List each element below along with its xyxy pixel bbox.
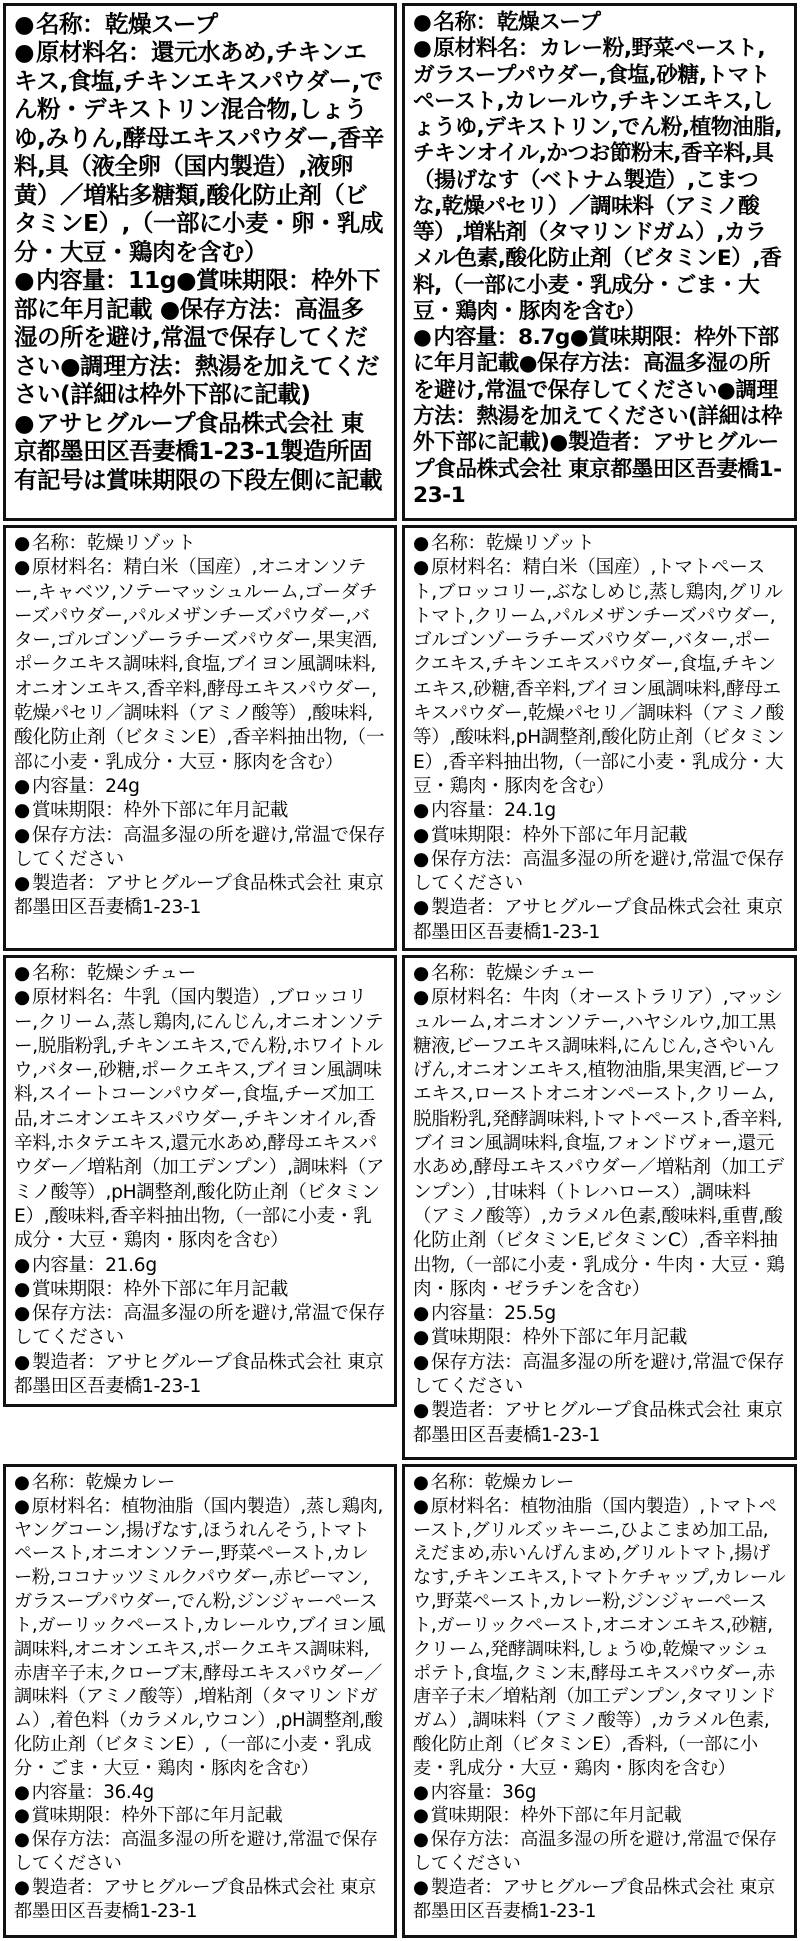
- label-line: [413, 1804, 786, 1828]
- bullet-icon: ●: [413, 1400, 429, 1422]
- label-line: [413, 1399, 786, 1448]
- label-text: 製造者：アサヒグループ食品株式会社 東京都墨田区吾妻橋1-23-1: [14, 1351, 384, 1398]
- bullet-icon: ●: [413, 10, 432, 35]
- label-text: 製造者：アサヒグループ食品株式会社 東京都墨田区吾妻橋1-23-1: [413, 897, 783, 943]
- label-text: 原材料名：植物油脂（国内製造）,蒸し鶏肉,ヤングコーン,揚げなす,ほうれんそう,トマトペースト,オニオンソテー,野菜ペースト,カレー粉,ココナッツミルクパウダー,赤ピーマン,ガラスープパウダー,でん粉,ジンジャーペースト,ガーリックペースト,カレールウ,ブイヨン風調味料,オニオンエキス,ポークエキス調味料,赤唐辛子末,クローブ末,酵母エキスパウダー／調味料（アミノ酸等）,増粘剤（タマリンドガム）,着色料（カラメル,ウコン）,pH調整剤,酸化防止剤（ビタミンE）,（一部に小麦・乳成分・ごま・大豆・鶏肉・豚肉を含む）: [14, 1495, 386, 1779]
- label-text: 賞味期限：枠外下部に年月記載: [31, 1278, 289, 1300]
- bullet-icon: ●: [413, 1472, 429, 1493]
- label-line: [413, 556, 786, 799]
- label-text: 原材料名：牛乳（国内製造）,ブロッコリー,クリーム,蒸し鶏肉,にんじん,オニオンソテー,脱脂粉乳,チキンエキス,でん粉,ホワイトルウ,バター,砂糖,ポークエキス,ブイヨン風調味料,スイートコーンパウダー,食塩,チーズ加工品,オニオンエキスパウダー,チキンオイル,香辛料,ホタテエキス,還元水あめ,酵母エキスパウダー／増粘剤（加工デンプン）,調味料（アミノ酸等）,pH調整剤,酸化防止剤（ビタミンE）,酸味料,香辛料抽出物,（一部に小麦・乳成分・大豆・鶏肉・豚肉を含む）: [14, 987, 385, 1252]
- label-box-risotto-1: [3, 525, 397, 951]
- label-text: 保存方法：高温多湿の所を避け,常温で保存してください: [14, 1829, 378, 1874]
- label-line: [413, 36, 786, 325]
- bullet-icon: ●: [413, 1327, 429, 1349]
- label-text: 原材料名：植物油脂（国内製造）,トマトペースト,グリルズッキーニ,ひよこまめ加工品,えだまめ,赤いんげんまめ,グリルトマト,揚げなす,チキンエキス,トマトケチャップ,カレールウ,野菜ペースト,カレー粉,ジンジャーペースト,ガーリックペースト,オニオンエキス,砂糖,クリーム,発酵調味料,しょうゆ,乾燥マッシュポテト,食塩,クミン末,酵母エキスパウダー,赤唐辛子末／増粘剤（加工デンプン,タマリンドガム）,調味料（アミノ酸等）,カラメル色素,酸化防止剤（ビタミンE）,香料,（一部に小麦・乳成分・大豆・鶏肉・豚肉を含む）: [413, 1495, 786, 1779]
- bullet-icon: ●: [14, 987, 30, 1009]
- label-line: [413, 10, 786, 36]
- bullet-icon: ●: [14, 1472, 30, 1493]
- label-text: 製造者：アサヒグループ食品株式会社 東京都墨田区吾妻橋1-23-1: [14, 873, 384, 919]
- bullet-icon: ●: [413, 897, 429, 919]
- label-text: 賞味期限：枠外下部に年月記載: [430, 1805, 682, 1827]
- label-text: 名称：乾燥カレー: [31, 1472, 175, 1493]
- label-line: [14, 775, 386, 799]
- label-line: [14, 532, 386, 556]
- bullet-icon: ●: [14, 533, 30, 554]
- label-line: [14, 1804, 386, 1828]
- bullet-icon: ●: [413, 824, 429, 846]
- bullet-icon: ●: [14, 1781, 30, 1803]
- bullet-icon: ●: [14, 557, 30, 579]
- label-text: 保存方法：高温多湿の所を避け,常温で保存してください: [14, 1303, 386, 1349]
- bullet-icon: ●: [14, 775, 30, 797]
- label-text: 名称：乾燥リゾット: [31, 533, 196, 554]
- label-line: [413, 1781, 786, 1805]
- label-box-stew-2: [402, 955, 797, 1460]
- bullet-icon: ●: [413, 848, 429, 870]
- label-text: 原材料名：牛肉（オーストラリア）,マッシュルーム,オニオンソテー,ハヤシルウ,加工黒糖液,ビーフエキス調味料,にんじん,さやいんげん,オニオンエキス,植物油脂,果実酒,ビーフエキス,ローストオニオンペースト,クリーム,脱脂粉乳,発酵調味料,トマトペースト,香辛料,ブイヨン風調味料,食塩,フォンドヴォー,還元水あめ,酵母エキスパウダー／増粘剤（加工デンプン）,甘味料（トレハロース）,調味料（アミノ酸等）,カラメル色素,酸味料,重曹,酸化防止剤（ビタミンE,ビタミンC）,香辛料抽出物,（一部に小麦・乳成分・牛肉・大豆・鶏肉・豚肉・ゼラチンを含む）: [413, 987, 785, 1300]
- label-text: 内容量：36.4g: [31, 1781, 154, 1803]
- label-text: 賞味期限：枠外下部に年月記載: [430, 824, 688, 846]
- label-text: 原材料名：精白米（国産）,オニオンソテー,キャベツ,ソテーマッシュルーム,ゴーダチーズパウダー,パルメザンチーズパウダー,バター,ゴルゴンゾーラチーズパウダー,果実酒,ポークエキス調味料,食塩,ブイヨン風調味料,オニオンエキス,香辛料,酵母エキスパウダー,乾燥パセリ／調味料（アミノ酸等）,酸味料,酸化防止剤（ビタミンE）,香辛料抽出物,（一部に小麦・乳成分・大豆・豚肉を含む）: [14, 557, 385, 773]
- label-text: 保存方法：高温多湿の所を避け,常温で保存してください: [14, 824, 386, 870]
- bullet-icon: ●: [413, 1303, 429, 1325]
- label-text: 名称：乾燥スープ: [36, 10, 218, 38]
- label-line: [413, 1351, 786, 1400]
- bullet-icon: ●: [14, 1829, 30, 1851]
- label-line: [413, 325, 786, 509]
- label-text: 原材料名：精白米（国産）,トマトペースト,ブロッコリー,ぶなしめじ,蒸し鶏肉,グリルトマト,クリーム,パルメザンチーズパウダー,ゴルゴンゾーラチーズパウダー,バター,ポークエキス,チキンエキスパウダー,食塩,チキンエキス,砂糖,香辛料,ブイヨン風調味料,酵母エキスパウダー,乾燥パセリ／調味料（アミノ酸等）,酸味料,pH調整剤,酸化防止剤（ビタミンE）,香辛料抽出物,（一部に小麦・乳成分・大豆・鶏肉・豚肉を含む）: [413, 557, 785, 797]
- label-line: [413, 1495, 786, 1781]
- label-line: [14, 1351, 386, 1400]
- label-line: [14, 1471, 386, 1495]
- bullet-icon: ●: [14, 1351, 30, 1373]
- label-line: [14, 1828, 386, 1876]
- label-box-curry-1: [3, 1464, 397, 1938]
- label-text: 内容量：21.6g: [31, 1254, 157, 1276]
- label-line: [413, 1876, 786, 1924]
- label-line: [413, 848, 786, 897]
- bullet-icon: ●: [413, 800, 429, 822]
- bullet-icon: ●: [14, 1303, 30, 1325]
- label-line: [14, 409, 386, 494]
- label-text: 保存方法：高温多湿の所を避け,常温で保存してください: [413, 1351, 785, 1398]
- bullet-icon: ●: [14, 1254, 30, 1276]
- label-line: [413, 824, 786, 848]
- label-line: [14, 38, 386, 266]
- label-text: 製造者：アサヒグループ食品株式会社 東京都墨田区吾妻橋1-23-1: [413, 1400, 783, 1446]
- bullet-icon: ●: [413, 1805, 429, 1827]
- bullet-icon: ●: [14, 873, 30, 895]
- label-line: [14, 1278, 386, 1302]
- label-box-soup-1: [3, 3, 397, 521]
- label-text: 内容量：24.1g: [430, 800, 556, 822]
- label-text: 内容量：8.7g●賞味期限：枠外下部に年月記載●保存方法：高温多湿の所を避け,常温で保存してください●調理方法：熱湯を加えてください(詳細は枠外下部に記載)●製造者：アサヒグループ食品株式会社 東京都墨田区吾妻橋1-23-1: [413, 325, 783, 508]
- bullet-icon: ●: [14, 1876, 30, 1898]
- label-text: 賞味期限：枠外下部に年月記載: [430, 1327, 688, 1349]
- label-box-stew-1: [3, 955, 397, 1407]
- label-line: [413, 962, 786, 986]
- label-line: [14, 962, 386, 986]
- label-box-soup-2: [402, 3, 797, 521]
- label-text: 内容量：25.5g: [430, 1303, 556, 1325]
- label-line: [14, 986, 386, 1253]
- label-text: 原材料名：カレー粉,野菜ペースト,ガラスープパウダー,食塩,砂糖,トマトペースト,カレールウ,チキンエキス,しょうゆ,デキストリン,でん粉,植物油脂,チキンオイル,かつお節粉末,香辛料,具（揚げなす（ベトナム製造）,こまつな,乾燥パセリ）／調味料（アミノ酸等）,増粘剤（タマリンドガム）,カラメル色素,酸化防止剤（ビタミンE）,香料,（一部に小麦・乳成分・ごま・大豆・鶏肉・豚肉を含む）: [413, 36, 782, 324]
- bullet-icon: ●: [14, 38, 35, 67]
- label-line: [14, 266, 386, 408]
- label-text: 賞味期限：枠外下部に年月記載: [31, 800, 289, 822]
- label-text: 内容量：24g: [31, 775, 140, 797]
- bullet-icon: ●: [413, 533, 429, 554]
- bullet-icon: ●: [14, 824, 30, 846]
- label-line: [413, 1471, 786, 1495]
- label-line: [14, 1495, 386, 1781]
- bullet-icon: ●: [413, 36, 432, 62]
- label-line: [413, 986, 786, 1302]
- label-line: [413, 896, 786, 945]
- bullet-icon: ●: [413, 325, 432, 351]
- bullet-icon: ●: [413, 1495, 429, 1517]
- bullet-icon: ●: [14, 1495, 30, 1517]
- label-text: 保存方法：高温多湿の所を避け,常温で保存してください: [413, 848, 785, 895]
- label-line: [14, 1876, 386, 1924]
- bullet-icon: ●: [14, 1278, 30, 1300]
- label-text: 名称：乾燥リゾット: [430, 533, 595, 554]
- bullet-icon: ●: [14, 800, 30, 822]
- label-text: 保存方法：高温多湿の所を避け,常温で保存してください: [413, 1829, 777, 1874]
- label-text: 賞味期限：枠外下部に年月記載: [31, 1805, 283, 1827]
- label-text: 名称：乾燥シチュー: [430, 963, 596, 984]
- label-text: 製造者：アサヒグループ食品株式会社 東京都墨田区吾妻橋1-23-1: [413, 1876, 776, 1922]
- label-line: [413, 1828, 786, 1876]
- label-line: [14, 10, 386, 38]
- label-line: [14, 872, 386, 921]
- bullet-icon: ●: [413, 987, 429, 1009]
- label-line: [14, 556, 386, 775]
- label-line: [413, 532, 786, 556]
- bullet-icon: ●: [413, 557, 429, 579]
- label-text: アサヒグループ食品株式会社 東京都墨田区吾妻橋1-23-1製造所固有記号は賞味期限の下段左側に記載: [14, 408, 382, 494]
- label-line: [413, 1302, 786, 1326]
- bullet-icon: ●: [14, 1805, 30, 1827]
- bullet-icon: ●: [413, 1351, 429, 1373]
- bullet-icon: ●: [14, 963, 30, 984]
- label-box-risotto-2: [402, 525, 797, 951]
- label-line: [413, 1326, 786, 1350]
- label-line: [14, 824, 386, 873]
- bullet-icon: ●: [14, 408, 35, 437]
- bullet-icon: ●: [413, 1876, 429, 1898]
- bullet-icon: ●: [14, 10, 35, 38]
- label-line: [14, 799, 386, 823]
- label-text: 名称：乾燥シチュー: [31, 963, 197, 984]
- label-box-curry-2: [402, 1464, 797, 1938]
- label-text: 製造者：アサヒグループ食品株式会社 東京都墨田区吾妻橋1-23-1: [14, 1876, 377, 1922]
- label-text: 名称：乾燥カレー: [430, 1472, 574, 1493]
- label-line: [14, 1254, 386, 1278]
- label-text: 内容量：36g: [430, 1781, 537, 1803]
- label-text: 原材料名：還元水あめ,チキンエキス,食塩,チキンエキスパウダー,でん粉・デキストリン混合物,しょうゆ,みりん,酵母エキスパウダー,香辛料,具（液全卵（国内製造）,液卵黄）／増粘多糖類,酸化防止剤（ビタミンE）,（一部に小麦・卵・乳成分・大豆・鶏肉を含む）: [14, 38, 384, 266]
- label-line: [14, 1302, 386, 1351]
- bullet-icon: ●: [413, 1781, 429, 1803]
- bullet-icon: ●: [413, 963, 429, 984]
- bullet-icon: ●: [413, 1829, 429, 1851]
- label-line: [14, 1781, 386, 1805]
- bullet-icon: ●: [14, 266, 35, 295]
- label-text: 名称：乾燥スープ: [433, 10, 601, 35]
- label-line: [413, 799, 786, 823]
- label-text: 内容量：11g●賞味期限：枠外下部に年月記載 ●保存方法：高温多湿の所を避け,常温で保存してください●調理方法：熱湯を加えてください(詳細は枠外下部に記載): [14, 266, 381, 409]
